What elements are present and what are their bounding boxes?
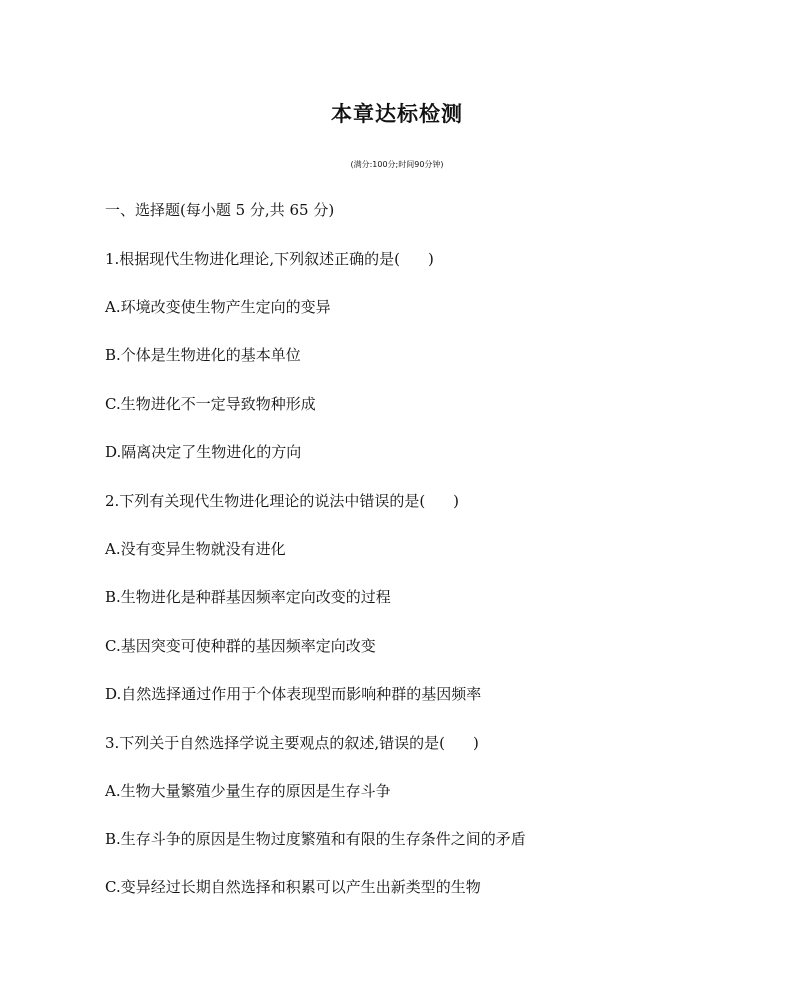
page-subtitle: (满分:100分;时间90分钟) — [350, 160, 444, 169]
question-stem-close: ) — [453, 492, 460, 510]
question-3-option-c: C.变异经过长期自然选择和积累可以产生出新类型的生物 — [105, 878, 481, 896]
section-heading: 一、选择题(每小题 5 分,共 65 分) — [105, 201, 335, 219]
question-stem-3 — [105, 733, 479, 753]
question-2-option-b: B.生物进化是种群基因频率定向改变的过程 — [105, 588, 391, 606]
question-3-option-b: B.生存斗争的原因是生物过度繁殖和有限的生存条件之间的矛盾 — [105, 830, 526, 848]
question-stem-close: ) — [472, 734, 479, 752]
question-2-option-a: A.没有变异生物就没有进化 — [105, 540, 286, 558]
page-title: 本章达标检测 — [331, 102, 463, 126]
question-stem-1 — [105, 249, 434, 269]
question-stem-close: ) — [427, 250, 434, 268]
question-stem-text: 2.下列有关现代生物进化理论的说法中错误的是( — [105, 492, 426, 510]
question-1-option-a: A.环境改变使生物产生定向的变异 — [105, 298, 331, 316]
question-2-option-c: C.基因突变可使种群的基因频率定向改变 — [105, 637, 376, 655]
question-3-option-a: A.生物大量繁殖少量生存的原因是生存斗争 — [105, 782, 391, 800]
question-stem-text: 1.根据现代生物进化理论,下列叙述正确的是( — [105, 250, 400, 268]
question-1-option-d: D.隔离决定了生物进化的方向 — [105, 443, 302, 461]
question-2-option-d: D.自然选择通过作用于个体表现型而影响种群的基因频率 — [105, 685, 482, 703]
question-stem-text: 3.下列关于自然选择学说主要观点的叙述,错误的是( — [105, 734, 445, 752]
question-stem-2 — [105, 491, 459, 511]
question-1-option-c: C.生物进化不一定导致物种形成 — [105, 395, 316, 413]
question-1-option-b: B.个体是生物进化的基本单位 — [105, 346, 301, 364]
